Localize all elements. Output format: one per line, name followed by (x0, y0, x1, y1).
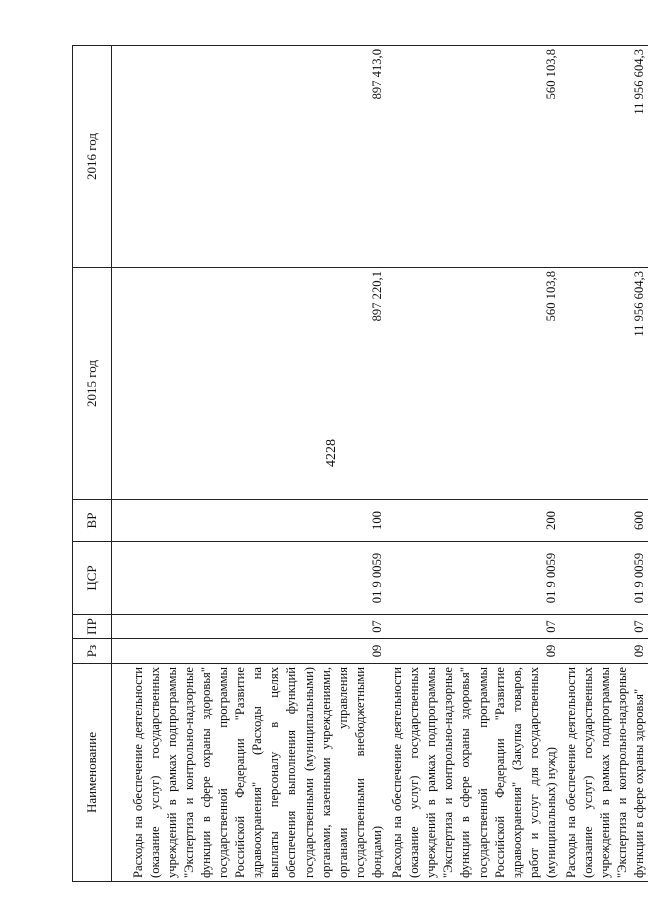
header-pr: ПР (73, 615, 112, 639)
header-vr: ВР (73, 500, 112, 542)
header-2016: 2016 год (73, 46, 112, 268)
header-rz: Рз (73, 639, 112, 664)
row-vr: 100 (112, 500, 387, 542)
table-header-row (73, 46, 112, 882)
row-pr: 07 (560, 615, 648, 639)
row-csr: 01 9 0059 (560, 542, 648, 615)
table-row (560, 46, 648, 882)
row-pr: 07 (386, 615, 560, 639)
row-amount-2016: 897 413,0 (112, 46, 387, 268)
row-pr: 07 (112, 615, 387, 639)
row-rz: 09 (112, 639, 387, 664)
row-amount-2015: 11 956 604,3 (560, 268, 648, 500)
row-name: Расходы на обеспечение деятельности (оказание услуг) государственных учреждений в рамках подпрограммы "Экспертиза и контрольно-надзорные функции в сфере охраны здоровья" государственной программы Российской Федерации "Развитие здравоохранения" (Расходы на выплаты персоналу в целях обеспечения выполнения функций государственными (муниципальными) органами, казенными учреждениями, органами управления государственными внебюджетными фондами) (112, 664, 387, 882)
row-name: Расходы на обеспечение деятельности (оказание услуг) государственных учреждений в рамках подпрограммы "Экспертиза и контрольно-надзорные функции в сфере охраны здоровья" (560, 664, 648, 882)
row-amount-2016: 11 956 604,3 (560, 46, 648, 268)
header-2015: 2015 год (73, 268, 112, 500)
row-vr: 200 (386, 500, 560, 542)
row-csr: 01 9 0059 (112, 542, 387, 615)
page-number: 4228 (324, 439, 339, 467)
row-rz: 09 (560, 639, 648, 664)
row-amount-2015: 897 220,1 (112, 268, 387, 500)
row-name: Расходы на обеспечение деятельности (оказание услуг) государственных учреждений в рамках подпрограммы "Экспертиза и контрольно-надзорные функции в сфере охраны здоровья" государственной программы Российской Федерации "Развитие здравоохранения" (Закупка товаров, работ и услуг для государственных (муниципальных) нужд) (386, 664, 560, 882)
rotated-page-content (72, 46, 646, 882)
header-csr: ЦСР (73, 542, 112, 615)
row-rz: 09 (386, 639, 560, 664)
budget-table (72, 45, 648, 882)
table-row (386, 46, 560, 882)
row-amount-2015: 560 103,8 (386, 268, 560, 500)
header-name: Наименование (73, 664, 112, 882)
row-csr: 01 9 0059 (386, 542, 560, 615)
row-vr: 600 (560, 500, 648, 542)
row-amount-2016: 560 103,8 (386, 46, 560, 268)
table-row (112, 46, 387, 882)
